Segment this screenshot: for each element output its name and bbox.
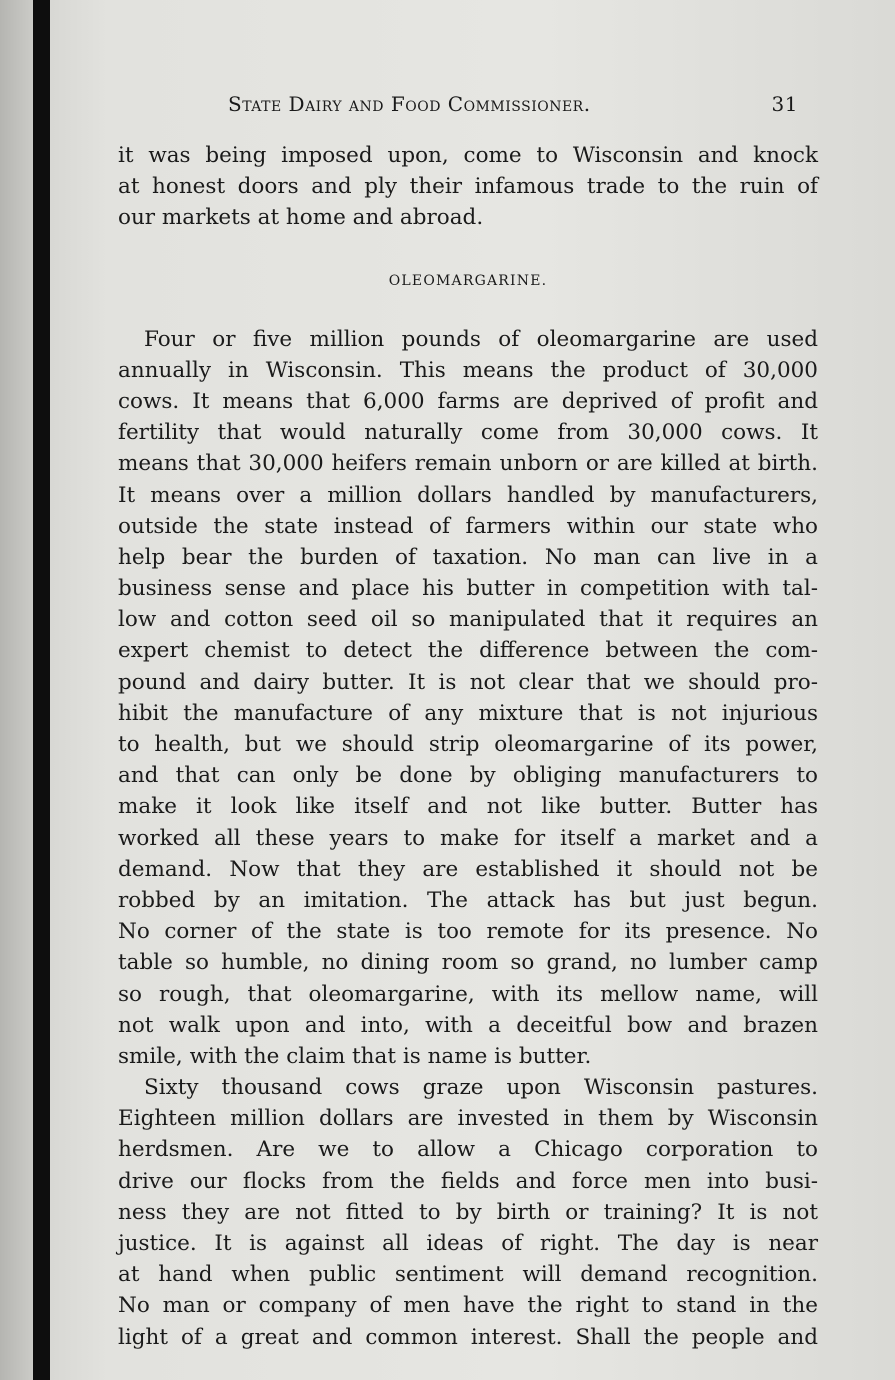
text-line: demand. Now that they are established it should not be [118, 856, 818, 882]
paragraph-1 [118, 324, 818, 1073]
text-line: justice. It is against all ideas of right. The day is near [118, 1231, 818, 1256]
text-line: It means over a million dollars handled by manufacturers, [118, 482, 818, 508]
text-line: worked all these years to make for itself a market and a [118, 825, 818, 851]
text-line: smile, with the claim that is name is butter. [118, 1043, 592, 1069]
text-line: pound and dairy butter. It is not clear that we should pro- [118, 669, 818, 695]
text-line: it was being imposed upon, come to Wisconsin and knock [118, 143, 818, 168]
body-text [118, 140, 818, 1353]
text-line: annually in Wisconsin. This means the product of 30,000 [118, 357, 818, 383]
text-line: robbed by an imitation. The attack has but just begun. [118, 887, 818, 913]
text-line: ness they are not fitted to by birth or training? It is not [118, 1199, 818, 1225]
text-line: No man or company of men have the right to stand in the [118, 1293, 818, 1319]
text-line: our markets at home and abroad. [118, 205, 484, 231]
text-line: table so humble, no dining room so grand, no lumber camp [118, 950, 818, 976]
text-line: herdsmen. Are we to allow a Chicago corporation to [118, 1137, 818, 1163]
text-line: means that 30,000 heifers remain unborn or are killed at birth. [118, 451, 818, 477]
text-line: No corner of the state is too remote for its presence. No [118, 919, 818, 945]
text-line: Four or five million pounds of oleomargarine are used [144, 326, 818, 352]
text-line: Eighteen million dollars are invested in them by Wisconsin [118, 1106, 818, 1132]
paragraph-2 [118, 1072, 818, 1353]
text-line: hibit the manufacture of any mixture that is not injurious [118, 700, 818, 726]
section-heading: OLEOMARGARINE. [388, 272, 548, 289]
book-binding [33, 0, 50, 1380]
text-line: make it look like itself and not like butter. Butter has [118, 794, 818, 820]
text-line: at hand when public sentiment will demand recognition. [118, 1262, 818, 1288]
header-title: State Dairy and Food Commissioner. [228, 92, 591, 116]
text-line: outside the state instead of farmers within our state who [118, 513, 818, 539]
intro-paragraph [118, 140, 818, 234]
text-line: and that can only be done by obliging manufacturers to [118, 763, 818, 789]
text-line: to health, but we should strip oleomargarine of its power, [118, 732, 818, 757]
running-header [228, 92, 798, 122]
text-line: low and cotton seed oil so manipulated that it requires an [118, 607, 818, 633]
text-line: drive our flocks from the fields and force men into busi- [118, 1168, 818, 1194]
text-line: expert chemist to detect the difference between the com- [118, 638, 818, 664]
page-number: 31 [771, 92, 798, 116]
text-line: at honest doors and ply their infamous trade to the ruin of [118, 174, 818, 200]
text-line: cows. It means that 6,000 farms are deprived of profit and [118, 388, 818, 414]
text-line: Sixty thousand cows graze upon Wisconsin pastures. [144, 1075, 818, 1101]
page-edge-shadow [0, 0, 33, 1380]
text-line: fertility that would naturally come from 30,000 cows. It [118, 420, 818, 446]
text-line: business sense and place his butter in competition with tal- [118, 576, 818, 602]
text-line: so rough, that oleomargarine, with its mellow name, will [118, 981, 818, 1007]
text-line: help bear the burden of taxation. No man can live in a [118, 544, 818, 570]
text-line: not walk upon and into, with a deceitful bow and brazen [118, 1012, 818, 1038]
text-line: light of a great and common interest. Shall the people and [118, 1324, 818, 1350]
